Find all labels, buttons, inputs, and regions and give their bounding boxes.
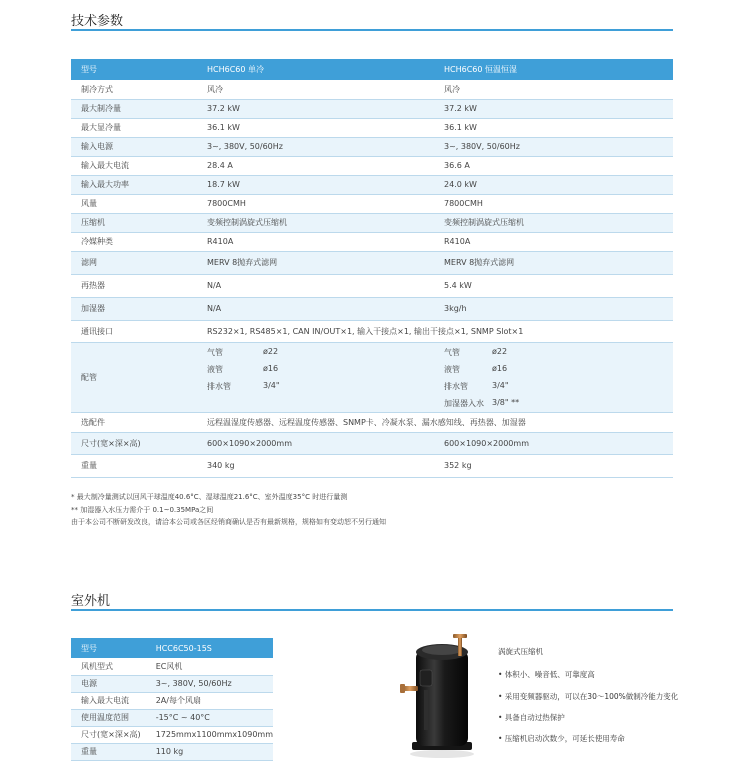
pipe-value: 3/8" ** — [492, 397, 520, 407]
spec-row-value-b: 600×1090×2000mm — [434, 432, 673, 454]
spec-row-value-a: 600×1090×2000mm — [196, 432, 434, 454]
outdoor-row — [71, 692, 273, 709]
outdoor-row-label: 尺寸(宽×深×高) — [71, 726, 148, 743]
spec-row-label: 最大制冷量 — [71, 99, 196, 118]
scroll-compressor-image — [398, 630, 482, 760]
pipe-item — [207, 344, 434, 361]
outdoor-header-row — [71, 638, 273, 658]
pipe-name: 气管 — [207, 347, 223, 357]
feature-item: • 压缩机启动次数少，可延长使用寿命 — [498, 734, 625, 743]
outdoor-row — [71, 658, 273, 675]
spec-row-value-b: 3kg/h — [434, 297, 673, 320]
spec-row-label: 加湿器 — [71, 297, 196, 320]
outdoor-row — [71, 743, 273, 760]
outdoor-title-rule — [71, 609, 673, 611]
footnotes — [71, 491, 386, 529]
spec-header-model-a: HCH6C60 单冷 — [196, 59, 434, 80]
spec-row — [71, 118, 673, 137]
spec-row-value-b: 5.4 kW — [434, 274, 673, 297]
spec-row — [71, 432, 673, 454]
pipe-item — [444, 395, 673, 412]
pipe-item — [444, 361, 673, 378]
spec-row-label: 压缩机 — [71, 213, 196, 232]
feature-item: • 具备自动过热保护 — [498, 713, 565, 722]
spec-table — [71, 59, 673, 478]
pipe-value: 3/4" — [492, 380, 509, 390]
spec-row-label: 再热器 — [71, 274, 196, 297]
spec-row — [71, 156, 673, 175]
spec-row — [71, 175, 673, 194]
pipe-name: 加湿器入水 — [444, 398, 484, 408]
outdoor-row-value: EC风机 — [148, 658, 273, 675]
spec-row-label: 冷媒种类 — [71, 232, 196, 251]
spec-row-value-a: 7800CMH — [196, 194, 434, 213]
spec-row-value-a: 风冷 — [196, 80, 434, 99]
spec-row-label: 尺寸(宽×深×高) — [71, 432, 196, 454]
spec-row-value-a: MERV 8抛弃式滤网 — [196, 251, 434, 274]
spec-row-label: 输入最大功率 — [71, 175, 196, 194]
spec-row-value-a: R410A — [196, 232, 434, 251]
spec-row-label: 风量 — [71, 194, 196, 213]
spec-header-row — [71, 59, 673, 80]
outdoor-row-value: 110 kg — [148, 743, 273, 760]
pipe-value: ø16 — [492, 363, 508, 373]
spec-row — [71, 232, 673, 251]
spec-row — [71, 80, 673, 99]
pipe-name: 液管 — [444, 364, 460, 374]
outdoor-row-label: 风机型式 — [71, 658, 148, 675]
spec-row-value-a: 28.4 A — [196, 156, 434, 175]
spec-row — [71, 194, 673, 213]
spec-row — [71, 320, 673, 342]
spec-row-piping — [71, 342, 673, 412]
spec-header-model: 型号 — [71, 59, 196, 80]
spec-title: 技术参数 — [71, 14, 124, 29]
pipe-item — [207, 361, 434, 378]
outdoor-title: 室外机 — [71, 594, 111, 609]
spec-row-value-b: 352 kg — [434, 454, 673, 477]
outdoor-header-label: 型号 — [71, 638, 148, 658]
pipe-value: ø16 — [263, 363, 279, 373]
footnote: ** 加湿器入水压力需介于 0.1~0.35MPa之间 — [71, 505, 214, 514]
spec-header-model-b: HCH6C60 恒温恒湿 — [434, 59, 673, 80]
outdoor-row-label: 输入最大电流 — [71, 692, 148, 709]
outdoor-row-label: 使用温度范围 — [71, 709, 148, 726]
pipe-name: 液管 — [207, 364, 223, 374]
spec-row-value-b: MERV 8抛弃式滤网 — [434, 251, 673, 274]
spec-row-value-b: 风冷 — [434, 80, 673, 99]
spec-row — [71, 213, 673, 232]
pipe-name: 排水管 — [444, 381, 468, 391]
piping-list-a — [196, 342, 434, 412]
spec-row-label: 滤网 — [71, 251, 196, 274]
outdoor-row-value: 3~, 380V, 50/60Hz — [148, 675, 273, 692]
footnote: * 最大制冷量测试以回风干球温度40.6°C、湿球温度21.6°C、室外温度35°C 时进行量测 — [71, 493, 348, 501]
feature-item: • 体积小、噪音低、可靠度高 — [498, 670, 595, 679]
spec-row-label: 输入最大电流 — [71, 156, 196, 175]
spec-row-label: 配管 — [71, 342, 196, 412]
spec-row-label: 选配件 — [71, 412, 196, 432]
spec-title-rule — [71, 29, 673, 31]
spec-row-value-a: N/A — [196, 297, 434, 320]
spec-row-value-b: 7800CMH — [434, 194, 673, 213]
spec-row — [71, 412, 673, 432]
spec-row-label: 输入电源 — [71, 137, 196, 156]
pipe-value: ø22 — [492, 346, 508, 356]
spec-row-value-span: RS232×1, RS485×1, CAN IN/OUT×1, 输入干接点×1, 输出干接点×1, SNMP Slot×1 — [196, 320, 673, 342]
spec-row-value-b: 37.2 kW — [434, 99, 673, 118]
outdoor-header-model: HCC6C50-15S — [148, 638, 273, 658]
spec-row-value-a: 18.7 kW — [196, 175, 434, 194]
spec-row — [71, 274, 673, 297]
spec-row — [71, 99, 673, 118]
pipe-value: ø22 — [263, 346, 279, 356]
spec-row-value-a: N/A — [196, 274, 434, 297]
spec-row-value-b: 36.6 A — [434, 156, 673, 175]
spec-row-value-span: 远程温湿度传感器、远程温度传感器、SNMP卡、冷凝水泵、漏水感知线、再热器、加湿器 — [196, 412, 673, 432]
pipe-value: 3/4" — [263, 380, 280, 390]
piping-list-b — [434, 342, 673, 412]
spec-row — [71, 454, 673, 477]
spec-row-value-b: 变频控制涡旋式压缩机 — [434, 213, 673, 232]
outdoor-row — [71, 675, 273, 692]
pipe-name: 气管 — [444, 347, 460, 357]
spec-row — [71, 137, 673, 156]
footnote: 由于本公司不断研发改良，请洽本公司或各区经销商确认是否有最新规格，规格如有变动恕不另行通知 — [71, 518, 386, 526]
spec-row-value-a: 340 kg — [196, 454, 434, 477]
spec-row-value-a: 37.2 kW — [196, 99, 434, 118]
spec-row — [71, 251, 673, 274]
spec-row-value-b: 24.0 kW — [434, 175, 673, 194]
spec-row-value-b: R410A — [434, 232, 673, 251]
pipe-item — [207, 378, 434, 395]
spec-row — [71, 297, 673, 320]
pipe-item — [444, 344, 673, 361]
spec-row-value-b: 36.1 kW — [434, 118, 673, 137]
outdoor-row — [71, 726, 273, 743]
feature-item: • 采用变频器驱动，可以在30～100%做制冷能力变化 — [498, 692, 679, 701]
pipe-name: 排水管 — [207, 381, 231, 391]
spec-row-value-a: 变频控制涡旋式压缩机 — [196, 213, 434, 232]
outdoor-row-value: 2A/每个风扇 — [148, 692, 273, 709]
pipe-item — [444, 378, 673, 395]
outdoor-row — [71, 709, 273, 726]
outdoor-row-label: 电源 — [71, 675, 148, 692]
outdoor-row-value: 1725mmx1100mmx1090mm — [148, 726, 273, 743]
spec-row-label: 制冷方式 — [71, 80, 196, 99]
compressor-title: 涡旋式压缩机 — [498, 647, 543, 656]
spec-row-label: 通讯接口 — [71, 320, 196, 342]
outdoor-row-value: -15°C ~ 40°C — [148, 709, 273, 726]
spec-row-label: 重量 — [71, 454, 196, 477]
spec-row-value-a: 36.1 kW — [196, 118, 434, 137]
spec-row-value-b: 3~, 380V, 50/60Hz — [434, 137, 673, 156]
outdoor-table — [71, 638, 273, 761]
spec-row-value-a: 3~, 380V, 50/60Hz — [196, 137, 434, 156]
spec-row-label: 最大显冷量 — [71, 118, 196, 137]
outdoor-row-label: 重量 — [71, 743, 148, 760]
